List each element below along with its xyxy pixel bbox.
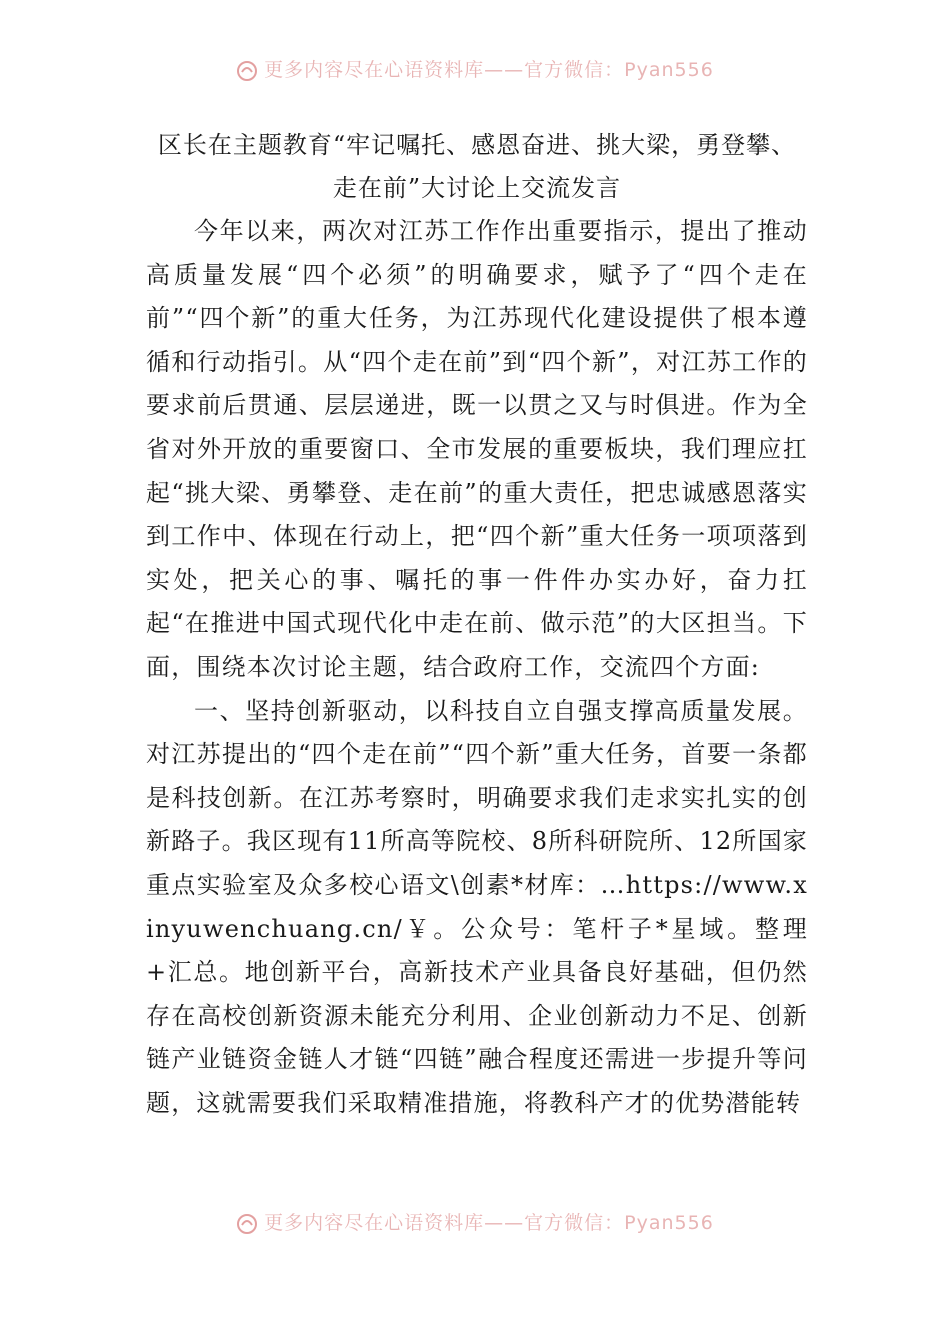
watermark-bottom xyxy=(0,1209,950,1237)
title-line-2: 走在前”大讨论上交流发言 xyxy=(332,174,622,202)
document-body xyxy=(146,124,808,1125)
title-line-1: 区长在主题教育“牢记嘱托、感恩奋进、挑大梁，勇登攀、 xyxy=(157,131,797,159)
paragraph-intro: 今年以来，两次对江苏工作作出重要指示，提出了推动高质量发展“四个必须”的明确要求，赋予了“四个走在前”“四个新”的重大任务，为江苏现代化建设提供了根本遵循和行动指引。从“四个走在前”到“四个新”，对江苏工作的要求前后贯通、层层递进，既一以贯之又与时俱进。作为全省对外开放的重要窗口、全市发展的重要板块，我们理应扛起“挑大梁、勇攀登、走在前”的重大责任，把忠诚感恩落实到工作中、体现在行动上，把“四个新”重大任务一项项落到实处，把关心的事、嘱托的事一件件办实办好，奋力扛起“在推进中国式现代化中走在前、做示范”的大区担当。下面，围绕本次讨论主题，结合政府工作，交流四个方面: xyxy=(146,217,808,681)
watermark-logo-icon xyxy=(236,1213,258,1235)
watermark-text: 更多内容尽在心语资料库——官方微信：Pyan556 xyxy=(264,59,714,81)
watermark-top xyxy=(0,56,950,84)
document-title xyxy=(146,124,808,210)
paragraph-section-1: 一、坚持创新驱动，以科技自立自强支撑高质量发展。对江苏提出的“四个走在前”“四个新”重大任务，首要一条都是科技创新。在江苏考察时，明确要求我们走求实扎实的创新路子。我区现有11所高等院校、8所科研院所、12所国家重点实验室及众多校心语文\创素*材库：…https://www.xinyuwenchuang.cn/￥。公众号：笔杆子*星域。整理+汇总。地创新平台，高新技术产业具备良好基础，但仍然存在高校创新资源未能充分利用、企业创新动力不足、创新链产业链资金链人才链“四链”融合程度还需进一步提升等问题，这就需要我们采取精准措施，将教科产才的优势潜能转 xyxy=(146,696,808,1117)
watermark-logo-icon xyxy=(236,60,258,82)
watermark-text: 更多内容尽在心语资料库——官方微信：Pyan556 xyxy=(264,1212,714,1234)
